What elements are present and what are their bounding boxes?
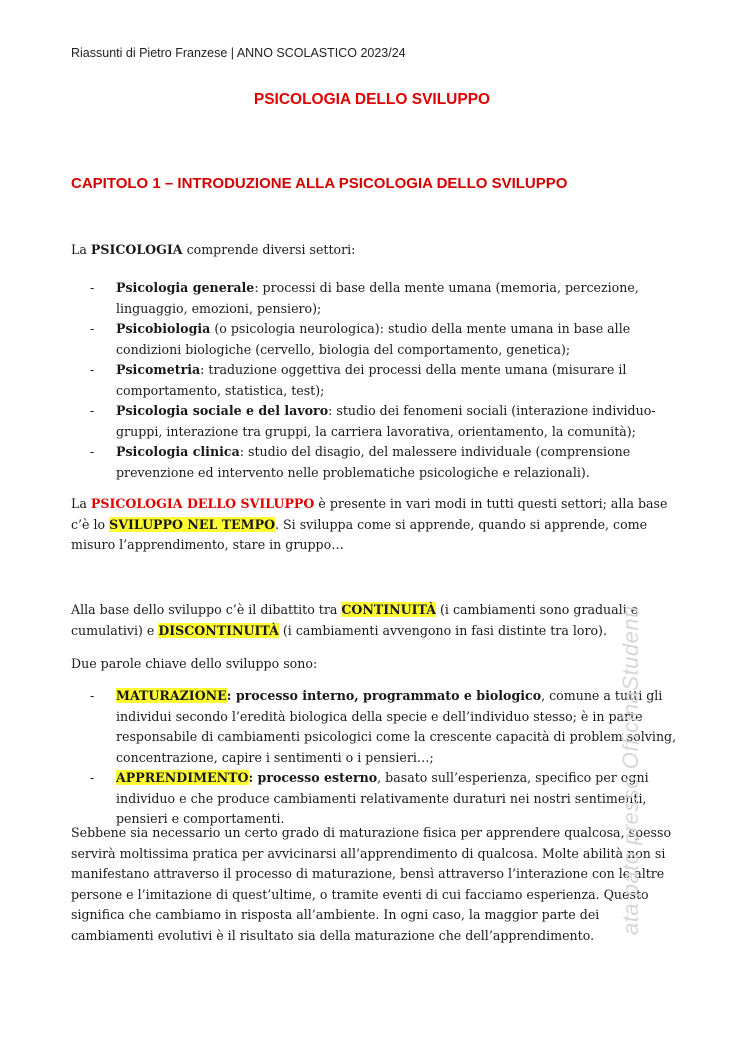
list-item: - Psicologia clinica: studio del disagio, del malessere individuale (comprensione prevenzione ed intervento nelle problematiche psicologiche e relazionali). <box>90 444 631 480</box>
document-title: PSICOLOGIA DELLO SVILUPPO <box>253 91 491 108</box>
highlighted-term: CONTINUITÀ <box>341 602 436 617</box>
highlighted-term: SVILUPPO NEL TEMPO <box>109 516 276 532</box>
list-item: - MATURAZIONE: processo interno, programmato e biologico, comune a tutti gli individui secondo l’eredità biologica della specie e dell’individuo stesso; è in parte responsabile di cambiamenti psicologici come la crescente capacità di problem solving, concentrazione, capire i sentimenti o i pensieri…; <box>90 688 677 765</box>
development-paragraph <box>71 494 681 556</box>
development-term: PSICOLOGIA DELLO SVILUPPO <box>90 496 315 511</box>
sectors-list <box>71 278 681 483</box>
list-item-text: (o psicologia neurologica): studio della mente umana in base alle condizioni biologiche (cervello, biologia del comportamento, genetica); <box>116 321 631 357</box>
list-item-term: Psicologia clinica <box>116 444 240 459</box>
chapter-heading: CAPITOLO 1 – INTRODUZIONE ALLA PSICOLOGIA DELLO SVILUPPO <box>71 175 568 192</box>
list-item: - Psicologia generale: processi di base della mente umana (memoria, percezione, linguaggio, emozioni, pensiero); <box>90 280 639 316</box>
list-item-term: Psicologia generale <box>116 280 255 295</box>
intro-text-end: comprende diversi settori: <box>182 242 356 257</box>
highlighted-term: MATURAZIONE <box>116 688 227 703</box>
list-item: - Psicobiologia (o psicologia neurologica): studio della mente umana in base alle condizioni biologiche (cervello, biologia del comportamento, genetica); <box>90 321 631 357</box>
list-item: - APPRENDIMENTO: processo esterno, basato sull’esperienza, specifico per ogni individuo e che produce cambiamenti relativamente duraturi nei nostri sentimenti, pensieri e comportamenti. <box>90 770 649 826</box>
highlighted-term: APPRENDIMENTO <box>116 770 249 785</box>
list-item-term: Psicologia sociale e del lavoro <box>116 403 329 418</box>
list-item-text: : studio del disagio, del malessere individuale (comprensione prevenzione ed intervento nelle problematiche psicologiche e relazionali). <box>116 444 631 480</box>
list-item-bold: : processo esterno <box>248 770 378 785</box>
list-item-term: Psicometria <box>116 362 201 377</box>
list-item-text: , basato sull’esperienza, specifico per ogni individuo e che produce cambiamenti relativamente duraturi nei nostri sentimenti, pensieri e comportamenti. <box>116 770 649 826</box>
debate-text-mid: (i cambiamenti sono graduali e cumulativi) e <box>71 602 639 638</box>
list-item-text: , comune a tutti gli individui secondo l’eredità biologica della specie e dell’individuo stesso; è in parte responsabile di cambiamenti psicologici come la crescente capacità di problem solving, concentrazione, capire i sentimenti o i pensieri…; <box>116 688 677 765</box>
highlighted-term: DISCONTINUITÀ <box>158 622 279 638</box>
list-item-text: : traduzione oggettiva dei processi della mente umana (misurare il comportamento, statistica, test); <box>116 362 627 398</box>
keywords-intro: Due parole chiave dello sviluppo sono: <box>71 656 318 671</box>
intro-text: La <box>71 242 91 257</box>
development-text-mid: è presente in vari modi in tutti questi settori; alla base c’è lo <box>71 496 668 532</box>
list-item-text: : processi di base della mente umana (memoria, percezione, linguaggio, emozioni, pensiero); <box>116 280 639 316</box>
list-item-text: : studio dei fenomeni sociali (interazione individuo-gruppi, interazione tra gruppi, la carriera lavorativa, orientamento, la comunità); <box>116 403 656 439</box>
watermark: ata pato presso OfficinaStudenti <box>618 605 643 935</box>
psicologia-term: PSICOLOGIA <box>90 242 183 257</box>
debate-text: Alla base dello sviluppo c’è il dibattito tra <box>71 602 342 617</box>
list-item-bold: : processo interno, programmato e biologico <box>226 688 542 703</box>
page-header: Riassunti di Pietro Franzese | ANNO SCOLASTICO 2023/24 <box>71 46 406 60</box>
list-item-term: Psicobiologia <box>116 321 211 336</box>
development-text: La <box>71 496 91 511</box>
keywords-list <box>71 686 681 830</box>
conclusion-paragraph: Sebbene sia necessario un certo grado di maturazione fisica per apprendere qualcosa, spesso servirà moltissima pratica per avvicinarsi all’apprendimento di qualcosa. Molte abilità non si manifestano attraverso il processo di maturazione, bensì attraverso l’interazione con le altre persone e l’imitazione di quest’ultime, o tramite eventi di cui facciamo esperienza. Questo significa che cambiamo in risposta all’ambiente. In ogni caso, la maggior parte dei cambiamenti evolutivi è il risultato sia della maturazione che dell’apprendimento. <box>71 825 672 943</box>
list-item: - Psicologia sociale e del lavoro: studio dei fenomeni sociali (interazione individuo-gruppi, interazione tra gruppi, la carriera lavorativa, orientamento, la comunità); <box>90 403 656 439</box>
list-item: - Psicometria: traduzione oggettiva dei processi della mente umana (misurare il comportamento, statistica, test); <box>90 362 627 398</box>
debate-paragraph <box>71 600 681 641</box>
development-text-end: . Si sviluppa come si apprende, quando si apprende, come misuro l’apprendimento, stare in gruppo… <box>71 516 648 552</box>
debate-text-end: (i cambiamenti avvengono in fasi distinte tra loro). <box>278 622 607 638</box>
intro-paragraph <box>71 240 681 261</box>
